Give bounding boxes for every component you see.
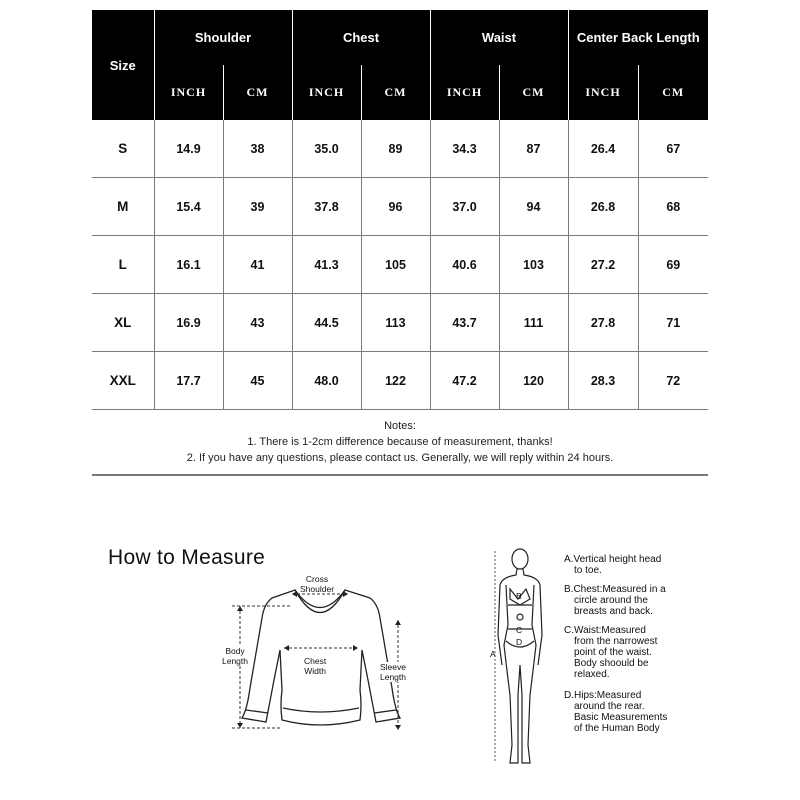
figure-mark-a: A [490,649,496,659]
unit-cm: CM [361,65,430,120]
table-cell: 26.4 [568,120,638,178]
size-cell: M [92,178,154,236]
table-row [92,120,708,178]
table-cell: 103 [499,236,568,294]
table-cell: 105 [361,236,430,294]
table-cell: 111 [499,294,568,352]
legend-item [564,584,704,617]
notes-title: Notes: [384,420,416,432]
table-cell: 41.3 [292,236,361,294]
cross-shoulder-label [300,574,334,594]
table-cell: 45 [223,352,292,410]
figure-mark-d: D [516,637,523,647]
unit-inch: INCH [430,65,499,120]
table-cell: 87 [499,120,568,178]
legend-line: B.Chest:Measured in a [564,584,666,595]
figure-mark-b: B [516,591,522,601]
table-cell: 27.2 [568,236,638,294]
table-cell: 26.8 [568,178,638,236]
body-length-label [222,646,248,666]
table-cell: 16.9 [154,294,223,352]
table-cell: 120 [499,352,568,410]
table-cell: 68 [638,178,708,236]
human-body-figure [488,545,568,780]
legend-item [564,625,704,680]
table-row [92,294,708,352]
table-cell: 89 [361,120,430,178]
label-line: Cross [305,574,329,584]
table-cell: 40.6 [430,236,499,294]
note-item: 2. If you have any questions, please contact us. Generally, we will reply within 24 hours. [186,452,614,464]
table-cell: 14.9 [154,120,223,178]
legend-line: D.Hips:Measured [564,690,642,701]
size-cell: XL [92,294,154,352]
size-header: Size [92,10,154,120]
size-cell: L [92,236,154,294]
table-cell: 67 [638,120,708,178]
table-cell: 44.5 [292,294,361,352]
table-cell: 37.8 [292,178,361,236]
label-line: Length [380,672,406,682]
label-line: Shoulder [300,584,335,594]
legend-line: Body shoould be [574,658,649,669]
legend-line: circle around the [574,595,648,606]
label-line: Width [304,666,326,676]
size-cell: S [92,120,154,178]
legend-item [564,554,704,576]
unit-cm: CM [638,65,708,120]
table-cell: 122 [361,352,430,410]
shoulder-header: Shoulder [154,10,292,65]
sleeve-length-label [380,662,406,682]
legend-line: relaxed. [574,669,610,680]
legend-line: breasts and back. [574,606,653,617]
table-cell: 47.2 [430,352,499,410]
waist-header: Waist [430,10,568,65]
measurement-legend [564,554,704,742]
label-line: Body [225,646,245,656]
unit-cm: CM [499,65,568,120]
legend-line: point of the waist. [574,647,652,658]
table-cell: 16.1 [154,236,223,294]
notes-section [92,410,708,476]
table-cell: 113 [361,294,430,352]
table-cell: 43 [223,294,292,352]
table-cell: 69 [638,236,708,294]
table-cell: 37.0 [430,178,499,236]
unit-inch: INCH [568,65,638,120]
legend-line: around the rear. [574,701,645,712]
table-cell: 96 [361,178,430,236]
label-line: Sleeve [380,662,406,672]
table-cell: 27.8 [568,294,638,352]
table-cell: 35.0 [292,120,361,178]
legend-line: Basic Measurements [574,712,668,723]
garment-measure-diagram [200,570,440,740]
legend-line: C.Waist:Measured [564,625,646,636]
unit-inch: INCH [154,65,223,120]
how-to-measure-title: How to Measure [108,546,266,569]
unit-cm: CM [223,65,292,120]
table-cell: 94 [499,178,568,236]
figure-mark-c: C [516,625,523,635]
table-row [92,178,708,236]
legend-line: to toe. [574,565,602,576]
label-line: Chest [304,656,327,666]
body-silhouette-icon [488,545,568,780]
table-cell: 34.3 [430,120,499,178]
legend-line: from the narrowest [574,636,658,647]
table-cell: 17.7 [154,352,223,410]
table-cell: 43.7 [430,294,499,352]
size-chart-table [92,10,708,476]
unit-inch: INCH [292,65,361,120]
table-cell: 15.4 [154,178,223,236]
table-cell: 72 [638,352,708,410]
table-cell: 38 [223,120,292,178]
size-cell: XXL [92,352,154,410]
label-line: Length [222,656,248,666]
chest-header: Chest [292,10,430,65]
chest-width-label [304,656,326,676]
table-cell: 39 [223,178,292,236]
table-row [92,352,708,410]
legend-line: of the Human Body [574,723,660,734]
table-cell: 48.0 [292,352,361,410]
legend-line: A.Vertical height head [564,554,662,565]
legend-item [564,690,704,734]
center-back-length-header: Center Back Length [568,10,708,65]
table-row [92,236,708,294]
table-cell: 28.3 [568,352,638,410]
note-item: 1. There is 1-2cm difference because of measurement, thanks! [247,436,553,448]
table-cell: 71 [638,294,708,352]
table-cell: 41 [223,236,292,294]
